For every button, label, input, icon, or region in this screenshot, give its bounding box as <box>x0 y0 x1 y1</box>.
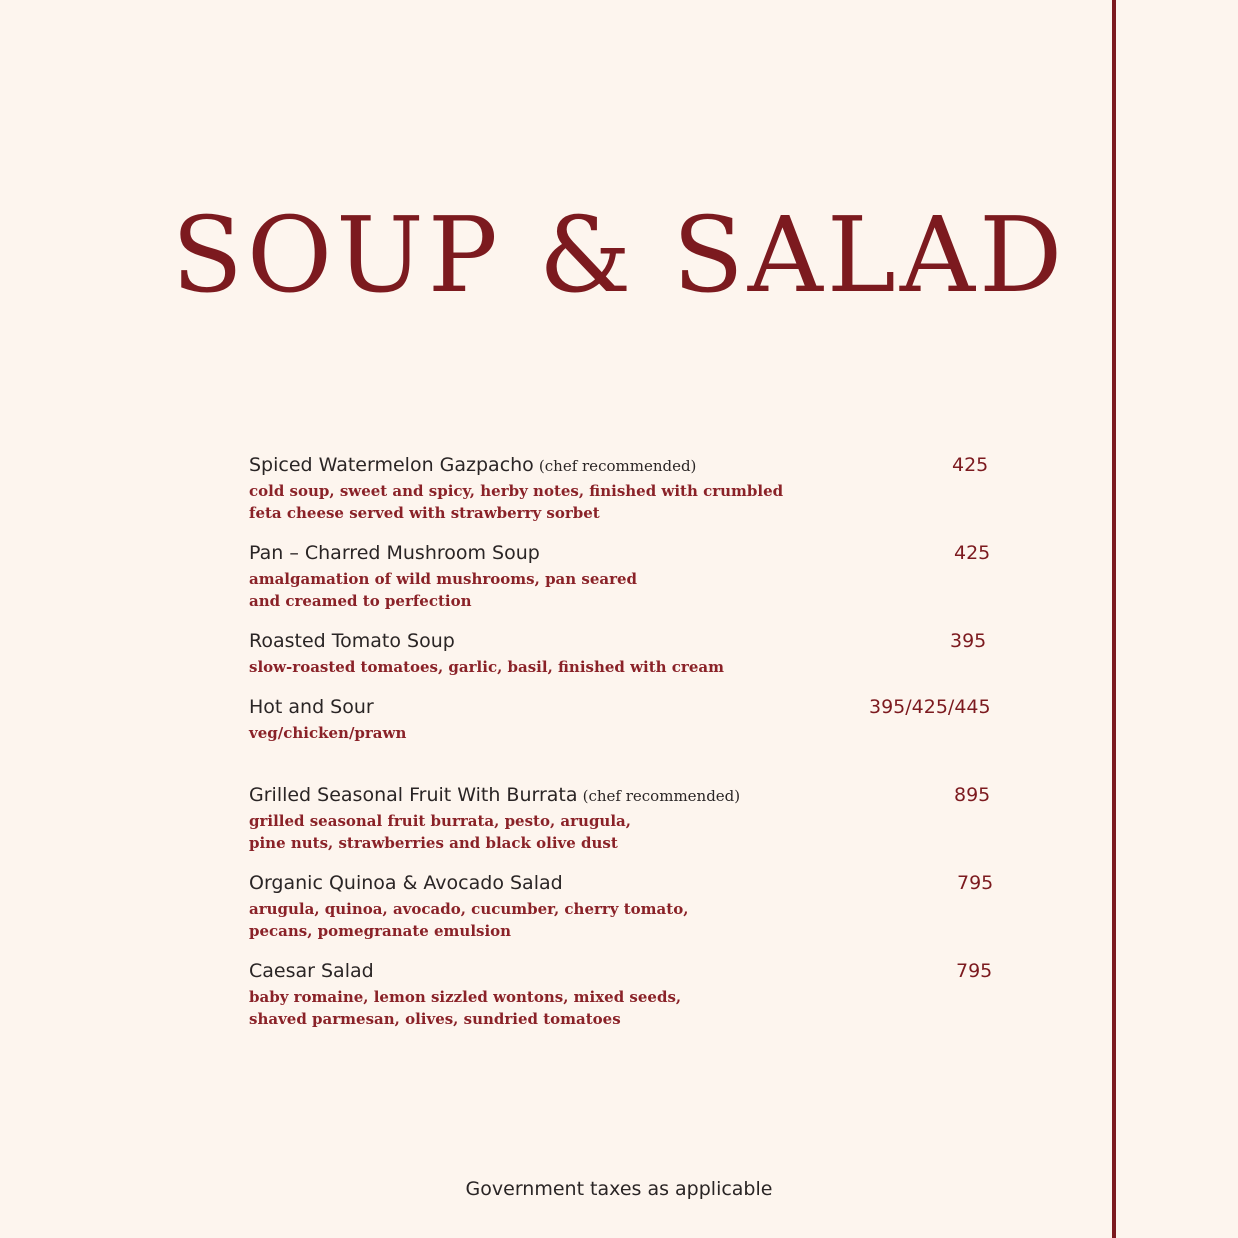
item-description-line: feta cheese served with strawberry sorbet <box>249 504 600 522</box>
item-name: Spiced Watermelon Gazpacho <box>249 454 534 476</box>
item-name: Hot and Sour <box>249 696 374 718</box>
menu-item <box>249 454 994 524</box>
item-price: 895 <box>954 784 991 806</box>
item-name: Roasted Tomato Soup <box>249 630 455 652</box>
menu-item <box>249 696 994 744</box>
item-name: Pan – Charred Mushroom Soup <box>249 542 540 564</box>
item-description-line: cold soup, sweet and spicy, herby notes, finished with crumbled <box>249 482 784 500</box>
item-price: 795 <box>956 960 993 982</box>
item-description-line: slow-roasted tomatoes, garlic, basil, finished with cream <box>249 658 724 676</box>
menu-item <box>249 630 994 678</box>
item-description-line: and creamed to perfection <box>249 592 472 610</box>
item-price: 795 <box>957 872 994 894</box>
menu-item <box>249 784 994 854</box>
item-name: Grilled Seasonal Fruit With Burrata <box>249 784 578 806</box>
right-border-rule <box>1112 0 1116 1238</box>
chef-recommended-note: (chef recommended) <box>538 457 697 475</box>
chef-recommended-note: (chef recommended) <box>582 787 741 805</box>
item-description-line: pecans, pomegranate emulsion <box>249 922 512 940</box>
item-description-line: veg/chicken/prawn <box>249 724 407 742</box>
item-price: 425 <box>954 542 991 564</box>
item-price: 395 <box>950 630 987 652</box>
item-description-line: shaved parmesan, olives, sundried tomatoes <box>249 1010 621 1028</box>
menu-item <box>249 872 994 942</box>
menu-item <box>249 960 994 1030</box>
item-description-line: pine nuts, strawberries and black olive dust <box>249 834 618 852</box>
item-name: Organic Quinoa & Avocado Salad <box>249 872 563 894</box>
item-description-line: amalgamation of wild mushrooms, pan seared <box>249 570 638 588</box>
menu-item <box>249 542 994 612</box>
item-description-line: baby romaine, lemon sizzled wontons, mixed seeds, <box>249 988 682 1006</box>
item-price: 425 <box>952 454 989 476</box>
item-description-line: grilled seasonal fruit burrata, pesto, arugula, <box>249 812 631 830</box>
tax-footnote: Government taxes as applicable <box>465 1178 773 1200</box>
item-name: Caesar Salad <box>249 960 374 982</box>
item-price: 395/425/445 <box>869 696 991 718</box>
menu-title: SOUP & SALAD <box>171 194 1067 316</box>
item-description-line: arugula, quinoa, avocado, cucumber, cherry tomato, <box>249 900 689 918</box>
